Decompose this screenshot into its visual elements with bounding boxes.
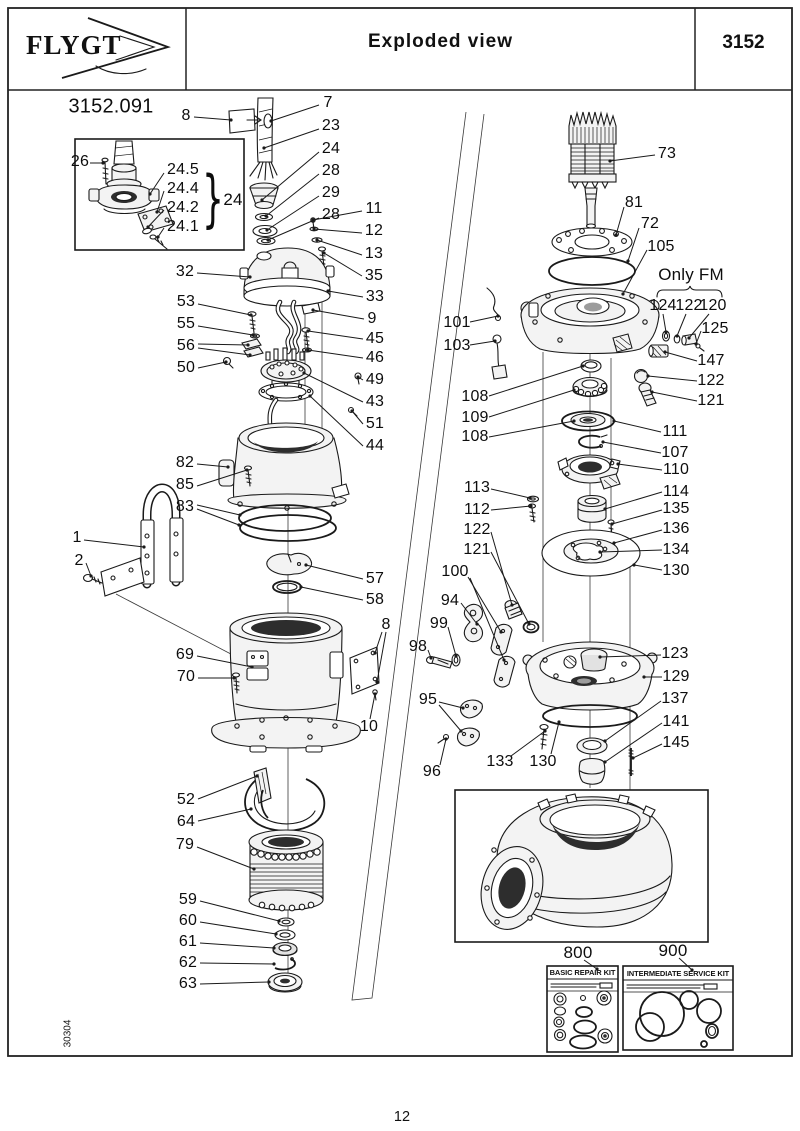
part-label-56: 56 bbox=[176, 337, 196, 354]
part-label-43: 43 bbox=[365, 393, 385, 410]
part-label-73: 73 bbox=[657, 145, 677, 162]
part-label-24: 24 bbox=[223, 190, 243, 209]
part-label-114: 114 bbox=[662, 483, 690, 500]
part-label-23: 23 bbox=[321, 117, 341, 134]
part-label-133: 133 bbox=[486, 753, 514, 770]
model-number: 3152 bbox=[722, 32, 765, 53]
part-label-120: 120 bbox=[699, 297, 727, 314]
part-label-brace: } bbox=[202, 162, 224, 236]
part-label-24.2: 24.2 bbox=[167, 199, 199, 216]
part-label-110: 110 bbox=[662, 461, 690, 478]
part-label-72: 72 bbox=[640, 215, 660, 232]
part-label-12: 12 bbox=[364, 222, 384, 239]
part-label-121: 121 bbox=[463, 541, 491, 558]
part-label-24.5: 24.5 bbox=[167, 161, 199, 178]
flygt-logo-text: FLYGT bbox=[26, 30, 122, 60]
part-label-135: 135 bbox=[662, 500, 690, 517]
part-label-85: 85 bbox=[175, 476, 195, 493]
part-label-28: 28 bbox=[321, 162, 341, 179]
part-label-83: 83 bbox=[175, 498, 195, 515]
part-label-125: 125 bbox=[701, 320, 729, 337]
part-label-52: 52 bbox=[176, 791, 196, 808]
part-label-79: 79 bbox=[175, 836, 195, 853]
part-label-51: 51 bbox=[365, 415, 385, 432]
page-title: Exploded view bbox=[368, 31, 513, 52]
part-label-900: 900 bbox=[658, 941, 688, 960]
part-label-137: 137 bbox=[661, 690, 689, 707]
part-label-58: 58 bbox=[365, 591, 385, 608]
part-label-64: 64 bbox=[176, 813, 196, 830]
part-label-108: 108 bbox=[461, 428, 489, 445]
part-label-109: 109 bbox=[461, 409, 489, 426]
part-label-94: 94 bbox=[440, 592, 460, 609]
part-label-101: 101 bbox=[443, 314, 471, 331]
part-label-108: 108 bbox=[461, 388, 489, 405]
basic-repair-kit-label: BASIC REPAIR KIT bbox=[549, 968, 616, 977]
part-label-124: 124 bbox=[649, 297, 677, 314]
part-label-136: 136 bbox=[662, 520, 690, 537]
part-label-145: 145 bbox=[662, 734, 690, 751]
part-label-55: 55 bbox=[176, 315, 196, 332]
part-label-49: 49 bbox=[365, 371, 385, 388]
part-label-130: 130 bbox=[529, 753, 557, 770]
part-label-69: 69 bbox=[175, 646, 195, 663]
part-label-45: 45 bbox=[365, 330, 385, 347]
part-label-8: 8 bbox=[381, 616, 391, 633]
intermediate-service-kit-label: INTERMEDIATE SERVICE KIT bbox=[626, 969, 730, 978]
part-label-96: 96 bbox=[422, 763, 442, 780]
document-code: 30304 bbox=[62, 1019, 74, 1048]
part-label-46: 46 bbox=[365, 349, 385, 366]
part-label-29: 29 bbox=[321, 184, 341, 201]
part-label-61: 61 bbox=[178, 933, 198, 950]
part-label-129: 129 bbox=[662, 668, 690, 685]
part-label-26: 26 bbox=[70, 153, 90, 170]
part-label-112: 112 bbox=[463, 501, 491, 518]
part-label-2: 2 bbox=[74, 552, 84, 569]
part-label-130: 130 bbox=[662, 562, 690, 579]
part-label-107: 107 bbox=[661, 444, 689, 461]
part-label-8: 8 bbox=[181, 107, 191, 124]
part-label-53: 53 bbox=[176, 293, 196, 310]
part-label-113: 113 bbox=[463, 479, 491, 496]
page-number: 12 bbox=[393, 1109, 411, 1125]
part-label-121: 121 bbox=[697, 392, 725, 409]
part-label-122: 122 bbox=[463, 521, 491, 538]
part-label-100: 100 bbox=[441, 563, 469, 580]
part-label-28: 28 bbox=[321, 206, 341, 223]
part-label-24: 24 bbox=[321, 140, 341, 157]
part-label-OnlyFM: Only FM bbox=[658, 265, 724, 284]
part-label-11: 11 bbox=[365, 200, 383, 217]
part-label-9: 9 bbox=[367, 310, 377, 327]
part-label-122: 122 bbox=[675, 297, 703, 314]
part-label-62: 62 bbox=[178, 954, 198, 971]
part-label-24.4: 24.4 bbox=[167, 180, 199, 197]
part-label-70: 70 bbox=[176, 668, 196, 685]
part-label-147: 147 bbox=[697, 352, 725, 369]
part-label-24.1: 24.1 bbox=[167, 218, 199, 235]
part-label-98: 98 bbox=[408, 638, 428, 655]
part-label-99: 99 bbox=[429, 615, 449, 632]
part-label-60: 60 bbox=[178, 912, 198, 929]
part-label-10: 10 bbox=[359, 718, 379, 735]
part-label-800: 800 bbox=[563, 943, 593, 962]
part-label-1: 1 bbox=[72, 529, 82, 546]
part-label-35: 35 bbox=[364, 267, 384, 284]
part-label-57: 57 bbox=[365, 570, 385, 587]
part-label-44: 44 bbox=[365, 437, 385, 454]
part-label-7: 7 bbox=[323, 94, 333, 111]
part-label-111: 111 bbox=[662, 423, 688, 440]
part-label-123: 123 bbox=[661, 645, 689, 662]
part-label-33: 33 bbox=[365, 288, 385, 305]
part-label-50: 50 bbox=[176, 359, 196, 376]
part-label-95: 95 bbox=[418, 691, 438, 708]
part-label-13: 13 bbox=[364, 245, 384, 262]
part-label-103: 103 bbox=[443, 337, 471, 354]
part-label-59: 59 bbox=[178, 891, 198, 908]
part-label-82: 82 bbox=[175, 454, 195, 471]
part-label-105: 105 bbox=[647, 238, 675, 255]
part-label-134: 134 bbox=[662, 541, 690, 558]
part-label-32: 32 bbox=[175, 263, 195, 280]
part-label-81: 81 bbox=[624, 194, 644, 211]
part-label-122: 122 bbox=[697, 372, 725, 389]
part-label-63: 63 bbox=[178, 975, 198, 992]
part-label-3152.091: 3152.091 bbox=[68, 95, 154, 118]
part-label-141: 141 bbox=[662, 713, 690, 730]
